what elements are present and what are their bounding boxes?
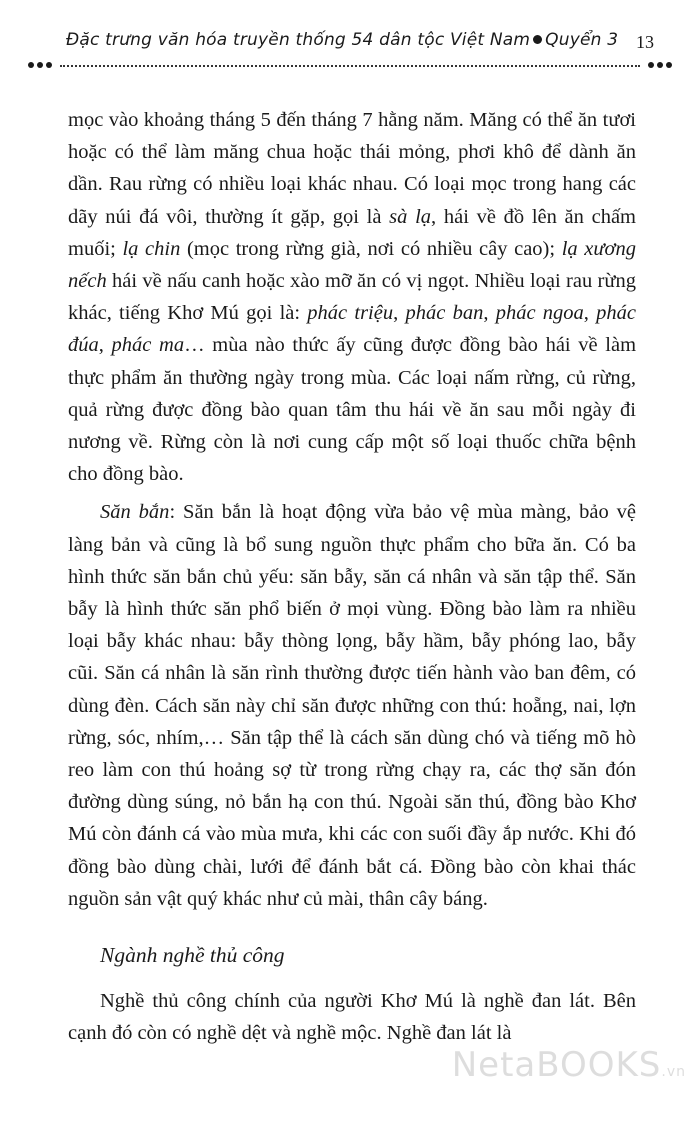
paragraph-forest-products: mọc vào khoảng tháng 5 đến tháng 7 hằng năm. Măng có thể ăn tươi hoặc có thể làm măng chua hoặc thái mỏng, phơi khô để dành ăn dần. Rau rừng có nhiều loại khác nhau. Có loại mọc trong hang các dãy núi đá vôi, thường ít gặp, gọi là sà lạ, hái về đồ lên ăn chấm muối; lạ chin (mọc trong rừng già, nơi có nhiều cây cao); lạ xương nếch hái về nấu canh hoặc xào mỡ ăn có vị ngọt. Nhiều loại rau rừng khác, tiếng Khơ Mú gọi là: phác triệu, phác ban, phác ngoa, phác đúa, phác ma… mùa nào thức ấy cũng được đồng bào hái về làm thực phẩm ăn thường ngày trong mùa. Các loại nấm rừng, củ rừng, quả rừng được đồng bào quan tâm thu hái về ăn sau mỗi ngày đi nương về. Rừng còn là nơi cung cấp một số loại thuốc chữa bệnh cho đồng bào. (68, 109, 637, 486)
running-header-title (66, 30, 618, 50)
plant-name: phác triệu (307, 302, 394, 325)
dotted-line (60, 65, 640, 67)
page-body (68, 104, 636, 1056)
rule-dots-right-icon (648, 62, 672, 68)
plant-name: phác ma (111, 334, 185, 357)
watermark-logo: NetaBOOKS.vn (451, 1045, 686, 1085)
bullet-dot-icon (533, 35, 542, 44)
plant-name: sà lạ (389, 205, 432, 228)
plant-name: phác đúa (68, 302, 637, 357)
plant-name: lạ xương nếch (68, 237, 636, 293)
plant-name: lạ chin (122, 237, 181, 260)
header-dotted-rule (28, 62, 672, 70)
section-heading: Ngành nghề thủ công (100, 943, 285, 968)
paragraph-lead-term: Săn bắn (100, 501, 170, 524)
page-number: 13 (636, 32, 654, 52)
page-header (28, 30, 672, 70)
rule-dots-left-icon (28, 62, 52, 68)
plant-name: phác ngoa (495, 302, 584, 325)
book-title: Đặc trưng văn hóa truyền thống 54 dân tộc Việt Nam (66, 30, 531, 50)
paragraph-hunting: Săn bắn: Săn bắn là hoạt động vừa bảo vệ mùa màng, bảo vệ làng bản và cũng là bổ sung nguồn thực phẩm cho bữa ăn. Có ba hình thức săn bắn chủ yếu: săn bẫy, săn cá nhân và săn tập thể. Săn bẫy là hình thức săn phổ biến ở mọi vùng. Đồng bào làm ra nhiều loại bẫy khác nhau: bẫy thòng lọng, bẫy hầm, bẫy phóng lao, bẫy cũi. Săn cá nhân là săn rình thường được tiến hành vào ban đêm, có dùng đèn. Cách săn này chỉ săn được những con thú: hoẵng, nai, lợn rừng, sóc, nhím,… Săn tập thể là cách săn dùng chó và tiếng mõ hò reo làm con thú hoảng sợ từ trong rừng chạy ra, các thợ săn đón đường dùng súng, nỏ bắn hạ con thú. Ngoài săn thú, đồng bào Khơ Mú còn đánh cá vào mùa mưa, khi các con suối đầy ắp nước. Khi đó đồng bào dùng chài, lưới để đánh bắt cá. Đồng bào còn khai thác nguồn sản vật quý khác như củ mài, thân cây báng. (68, 501, 637, 910)
plant-name: phác ban (405, 302, 484, 325)
volume-label: Quyển 3 (545, 30, 619, 50)
paragraph-handicraft: Nghề thủ công chính của người Khơ Mú là nghề đan lát. Bên cạnh đó còn có nghề dệt và nghề mộc. Nghề đan lát là (68, 990, 636, 1045)
